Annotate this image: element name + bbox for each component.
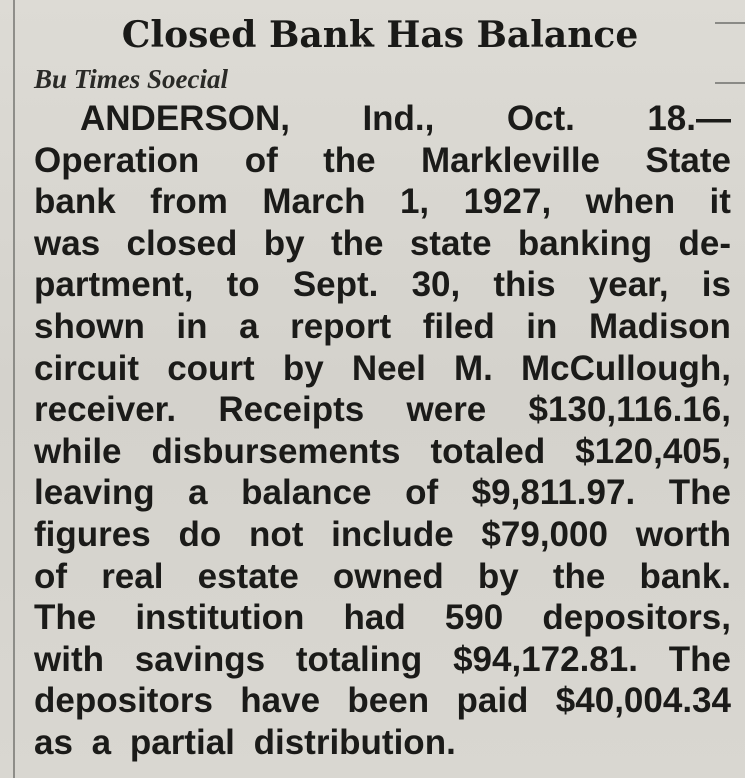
article-word: the — [552, 556, 606, 596]
article-word: shown — [34, 306, 145, 346]
article-word: totaled — [430, 431, 546, 471]
article-word: owned — [332, 556, 444, 596]
article-word: by — [477, 556, 519, 596]
article-word: been — [347, 681, 430, 721]
article-line — [34, 264, 731, 306]
article-word: receiver. — [34, 390, 177, 430]
article-word: report — [290, 306, 392, 346]
article-word: circuit — [34, 348, 140, 388]
article-word: $9,811.97. — [471, 473, 636, 513]
article-word: bank. — [639, 556, 731, 596]
article-body — [34, 98, 731, 764]
article-word: partment, — [34, 265, 194, 305]
article-word: figures — [34, 514, 151, 554]
article-line — [34, 348, 731, 390]
article-word: 18.— — [647, 99, 731, 138]
article-word: estate — [197, 556, 299, 596]
article-line — [34, 223, 731, 265]
article-line — [34, 639, 731, 681]
column-rule — [13, 0, 15, 778]
article-word: ANDERSON, — [80, 99, 291, 138]
article-word: The — [668, 639, 731, 679]
article-word: Ind., — [362, 99, 435, 138]
article-word: closed — [126, 223, 238, 263]
article-word: when — [585, 182, 676, 222]
headline: Closed Bank Has Balance — [121, 14, 639, 56]
article-line — [34, 306, 731, 348]
article-word: disbursements — [151, 431, 401, 471]
article-word: court — [167, 348, 255, 388]
article-word: savings — [134, 639, 266, 679]
article-word: Neel — [351, 348, 426, 388]
article-word: March — [262, 182, 366, 222]
article-word: by — [282, 348, 324, 388]
article-word: it — [709, 182, 731, 222]
article-word: Operation — [34, 140, 200, 180]
article-word: depositors, — [542, 598, 731, 638]
article-word: bank — [34, 182, 116, 222]
article-word: a — [239, 306, 259, 346]
article-line — [34, 514, 731, 556]
article-line: as a partial distribution. — [34, 722, 456, 762]
article-word: Receipts — [218, 390, 365, 430]
article-line — [34, 597, 731, 639]
article-word: do — [178, 514, 222, 554]
article-word: 590 — [444, 598, 504, 638]
article-word: McCullough, — [521, 348, 731, 388]
article-line — [34, 389, 731, 431]
article-word: the — [330, 223, 384, 263]
article-word: is — [701, 265, 731, 305]
article-word: The — [668, 473, 731, 513]
article-line — [34, 181, 731, 223]
article-word: this — [493, 265, 556, 305]
article-word: was — [34, 223, 101, 263]
article-word: of — [244, 140, 278, 180]
article-word: had — [343, 598, 406, 638]
article-word: year, — [588, 265, 669, 305]
article-word: by — [263, 223, 305, 263]
article-line — [34, 472, 731, 514]
article-word: to — [226, 265, 260, 305]
article-word: of — [405, 473, 439, 513]
article-line — [34, 98, 731, 140]
article-word: totaling — [295, 639, 423, 679]
article-word: Sept. — [292, 265, 379, 305]
article-word: depositors — [34, 681, 213, 721]
article-word: Oct. — [506, 99, 575, 138]
article-word: were — [406, 390, 487, 430]
article-word: $40,004.34 — [555, 681, 731, 721]
article-line — [34, 431, 731, 473]
article-line — [34, 680, 731, 722]
article-word: Madison — [588, 306, 731, 346]
article-word: leaving — [34, 473, 155, 513]
article-word: while — [34, 431, 122, 471]
article-word: not — [248, 514, 304, 554]
article-word: de- — [678, 223, 731, 263]
article-word: the — [323, 140, 376, 180]
article-word: $79,000 — [481, 514, 608, 554]
article-word: institution — [135, 598, 305, 638]
article-word: 30, — [411, 265, 461, 305]
article-word: 1927, — [463, 182, 552, 222]
article-word: worth — [635, 514, 731, 554]
article-word: in — [176, 306, 208, 346]
article-word: with — [34, 639, 104, 679]
article-word: filed — [422, 306, 495, 346]
article-word: from — [150, 182, 228, 222]
article-word: real — [101, 556, 164, 596]
article-word: include — [331, 514, 454, 554]
article-word: The — [34, 598, 97, 638]
article-word: Markleville — [421, 140, 601, 180]
byline: Bu Times Soecial — [34, 64, 228, 94]
edge-mark — [715, 82, 745, 84]
article-word: state — [409, 223, 492, 263]
article-line — [34, 140, 731, 182]
article-word: have — [240, 681, 321, 721]
article-word: balance — [241, 473, 372, 513]
article-word: State — [645, 140, 731, 180]
article-word: banking — [517, 223, 653, 263]
article-line — [34, 556, 731, 598]
article-word: M. — [453, 348, 493, 388]
article-word: in — [526, 306, 558, 346]
article-word: $120,405, — [575, 431, 731, 471]
article-word: paid — [456, 681, 529, 721]
article-word: $94,172.81. — [453, 639, 638, 679]
article-word: of — [34, 556, 68, 596]
article-word: a — [188, 473, 208, 513]
article-word: 1, — [399, 182, 430, 222]
article-word: $130,116.16, — [528, 390, 731, 430]
